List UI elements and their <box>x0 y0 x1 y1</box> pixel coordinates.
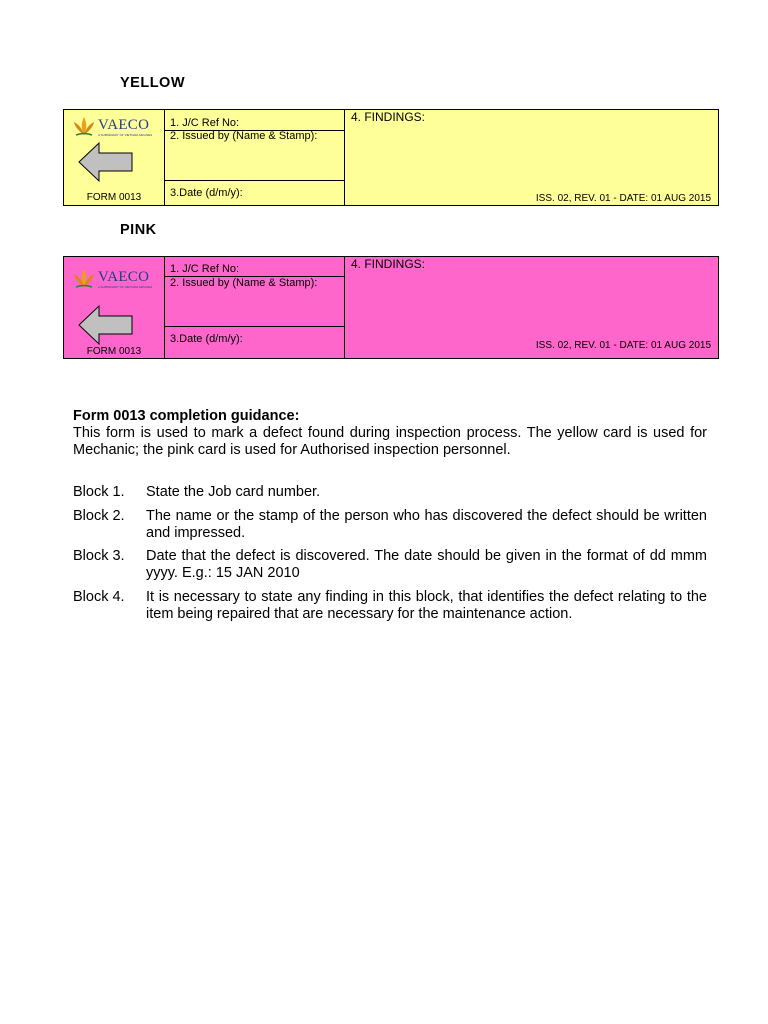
logo-cell <box>64 257 165 358</box>
guidance-section <box>73 408 707 459</box>
pink-card <box>63 256 719 359</box>
logo-cell <box>64 110 165 205</box>
block-text: It is necessary to state any finding in this block, that identifies the defect relating to the item being repaired that are necessary for the maintenance action. <box>146 589 707 622</box>
logo-text: VAECO <box>98 117 150 133</box>
yellow-card <box>63 109 719 206</box>
guidance-intro: This form is used to mark a defect found during inspection process. The yellow card is used for Mechanic; the pink card is used for Authorised inspection personnel. <box>73 425 707 458</box>
vaeco-logo <box>72 115 158 141</box>
issue-revision: ISS. 02, REV. 01 - DATE: 01 AUG 2015 <box>535 193 711 204</box>
field-jc-ref: 1. J/C Ref No: <box>170 117 240 129</box>
issue-revision: ISS. 02, REV. 01 - DATE: 01 AUG 2015 <box>535 340 711 351</box>
form-number: FORM 0013 <box>86 192 142 203</box>
field-issued-by: 2. Issued by (Name & Stamp): <box>170 130 318 142</box>
lotus-icon <box>72 115 96 137</box>
divider <box>164 326 344 327</box>
vaeco-logo <box>72 267 158 293</box>
field-jc-ref: 1. J/C Ref No: <box>170 263 240 275</box>
form-number: FORM 0013 <box>86 346 142 357</box>
logo-text: VAECO <box>98 269 150 285</box>
field-date: 3.Date (d/m/y): <box>170 187 243 199</box>
block-label: Block 2. <box>73 508 125 524</box>
divider <box>164 180 344 181</box>
block-label: Block 1. <box>73 484 125 500</box>
arrow-left-icon <box>78 304 134 346</box>
block-label: Block 4. <box>73 589 125 605</box>
block-text: The name or the stamp of the person who has discovered the defect should be written and impressed. <box>146 508 707 541</box>
fields-cell <box>164 257 345 358</box>
guidance-title: Form 0013 completion guidance: <box>73 408 300 424</box>
findings-cell <box>344 110 718 205</box>
field-issued-by: 2. Issued by (Name & Stamp): <box>170 277 318 289</box>
fields-cell <box>164 110 345 205</box>
logo-subtext: A SUBSIDIARY OF VIETNAM AIRLINES <box>98 133 153 137</box>
pink-card-title: PINK <box>120 222 157 238</box>
block-label: Block 3. <box>73 548 125 564</box>
block-text: State the Job card number. <box>146 484 321 500</box>
logo-subtext: A SUBSIDIARY OF VIETNAM AIRLINES <box>98 285 153 289</box>
field-findings: 4. FINDINGS: <box>351 257 426 271</box>
lotus-icon <box>72 267 96 289</box>
block-text: Date that the defect is discovered. The date should be given in the format of dd mmm yyyy. E.g.: 15 JAN 2010 <box>146 548 707 581</box>
yellow-card-title: YELLOW <box>120 75 186 91</box>
arrow-left-icon <box>78 141 134 183</box>
field-date: 3.Date (d/m/y): <box>170 333 243 345</box>
field-findings: 4. FINDINGS: <box>351 110 426 124</box>
findings-cell <box>344 257 718 358</box>
